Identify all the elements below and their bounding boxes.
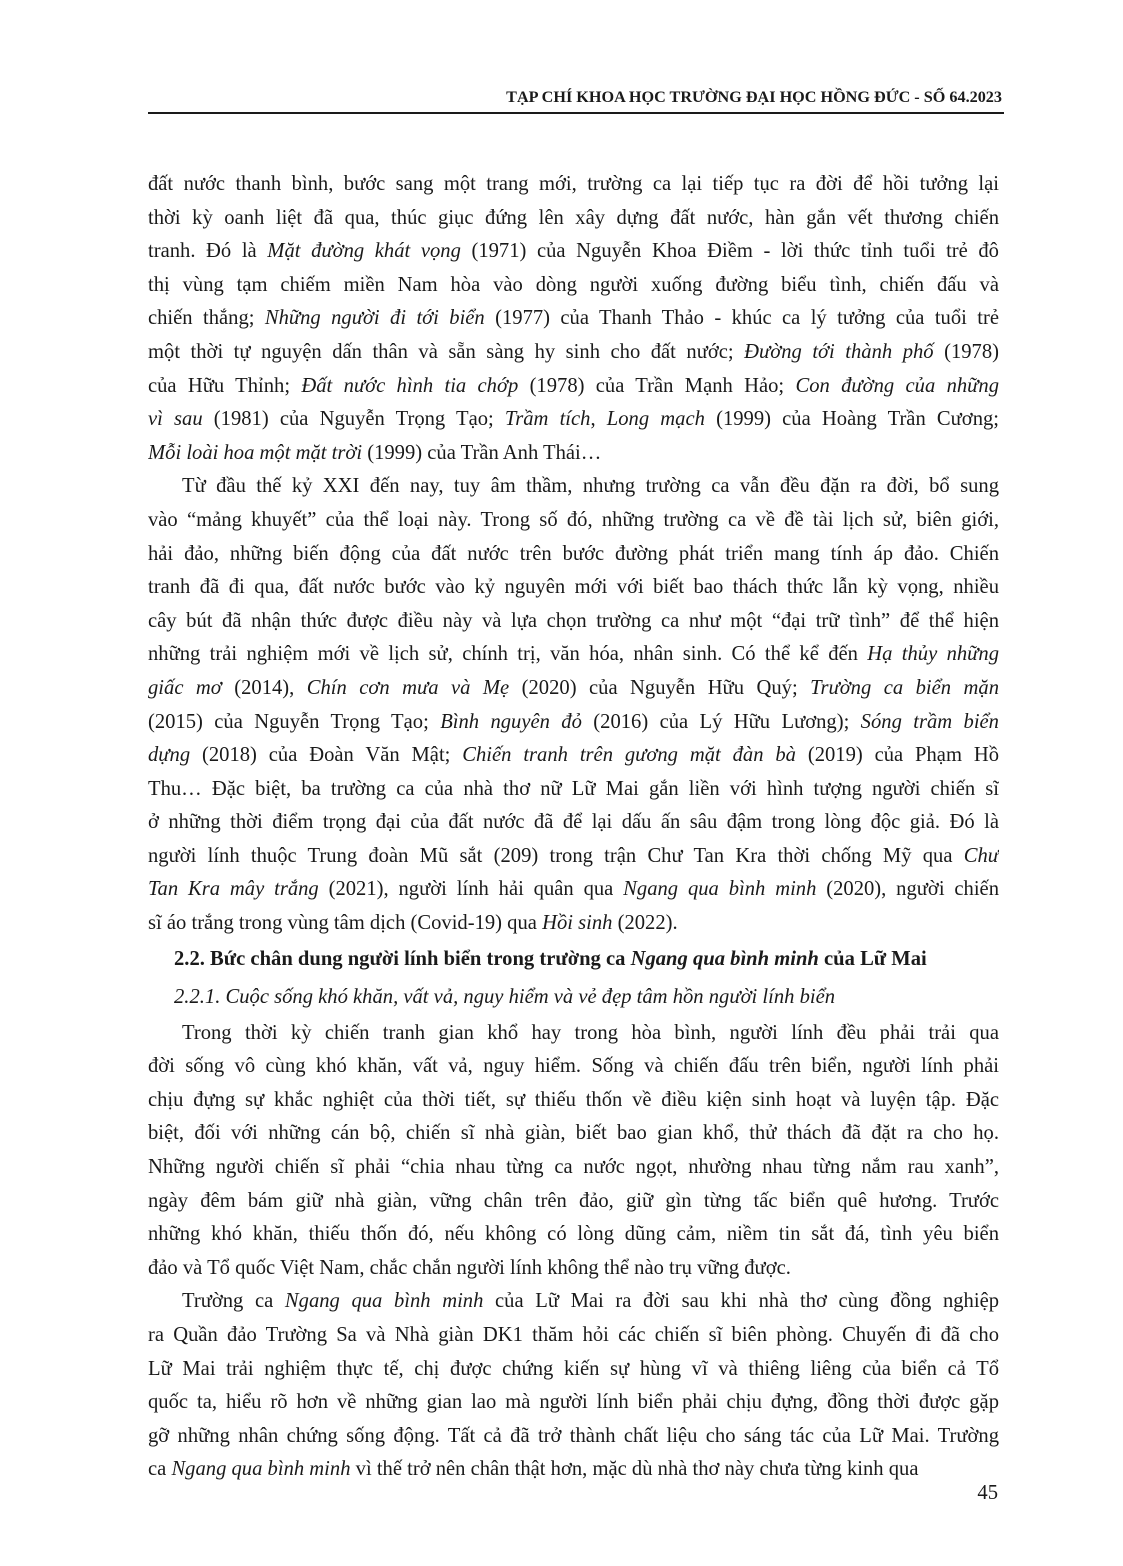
text-line xyxy=(148,202,999,236)
text-run: (1999) của Hoàng Trần Cương; xyxy=(704,408,999,431)
text-run: một thời tự nguyện dấn thân và sẵn sàng hy sinh cho đất nước; xyxy=(148,340,745,363)
text-line xyxy=(148,269,999,303)
italic-work-title: Mỗi loài hoa một mặt trời xyxy=(148,441,363,464)
paragraph xyxy=(148,470,999,940)
text-run: biệt, đối với những cán bộ, chiến sĩ nhà giàn, biết bao gian khổ, thử thách đã đặt ra cho họ. xyxy=(148,1122,999,1145)
text-line xyxy=(148,437,999,471)
text-run: ở những thời điểm trọng đại của đất nước đã để lại dấu ấn sâu đậm trong lòng độc giả. Đó là xyxy=(148,811,999,834)
italic-work-title: Tan Kra mây trắng xyxy=(148,878,319,901)
text-run: tranh đã đi qua, đất nước bước vào kỷ nguyên mới với biết bao thách thức lẫn kỳ vọng, nhiều xyxy=(148,576,999,599)
paragraph xyxy=(148,168,999,470)
text-run: quốc ta, hiểu rõ hơn về những gian lao mà người lính biển phải chịu đựng, đồng thời được gặp xyxy=(148,1391,999,1414)
text-line xyxy=(148,1353,999,1387)
italic-work-title: Trường ca biển mặn xyxy=(810,676,999,699)
page-number: 45 xyxy=(977,1482,998,1504)
paragraph-group-before-heading xyxy=(148,168,999,941)
text-line xyxy=(148,571,999,605)
text-run: (2015) của Nguyễn Trọng Tạo; xyxy=(148,710,441,733)
text-run: chiến thắng; xyxy=(148,307,265,330)
text-run: đời sống vô cùng khó khăn, vất vả, nguy hiểm. Sống và chiến đấu trên biển, người lính phải xyxy=(148,1055,999,1078)
italic-work-title: Đất nước hình tia chớp xyxy=(301,374,519,397)
text-run: (1971) của Nguyễn Khoa Điềm - lời thức tỉnh tuổi trẻ đô xyxy=(460,240,999,263)
text-line xyxy=(148,538,999,572)
paragraph-group-after-heading xyxy=(148,1017,999,1487)
paragraph xyxy=(148,1285,999,1487)
text-line xyxy=(148,168,999,202)
text-line xyxy=(148,1017,999,1051)
text-line xyxy=(148,1252,999,1286)
paragraph xyxy=(148,1017,999,1286)
text-run: của Lữ Mai ra đời sau khi nhà thơ cùng đồng nghiệp xyxy=(483,1290,999,1313)
text-run: (1999) của Trần Anh Thái… xyxy=(362,441,602,464)
text-run: (1981) của Nguyễn Trọng Tạo; xyxy=(202,408,505,431)
italic-work-title: Ngang qua bình minh xyxy=(623,878,817,901)
italic-work-title: Mặt đường khát vọng xyxy=(267,240,461,263)
subsection-heading: 2.2.1. Cuộc sống khó khăn, vất vả, nguy hiểm và vẻ đẹp tâm hồn người lính biển xyxy=(174,985,836,1008)
text-run: (2020) của Nguyễn Hữu Quý; xyxy=(509,676,811,699)
text-line xyxy=(148,336,999,370)
article-body xyxy=(148,168,999,1487)
text-run: đảo và Tổ quốc Việt Nam, chắc chắn người lính không thể nào trụ vững được. xyxy=(148,1256,791,1279)
section-title-part-1: Bức chân dung người lính biển trong trường ca xyxy=(204,947,631,970)
text-run: (2020), người chiến xyxy=(816,878,999,901)
text-run: của Hữu Thỉnh; xyxy=(148,374,302,397)
text-line xyxy=(148,1050,999,1084)
text-run: vào “mảng khuyết” của thể loại này. Trong số đó, những trường ca về đề tài lịch sử, biên giới, xyxy=(148,508,999,531)
running-header xyxy=(148,86,1004,114)
text-run: tranh. Đó là xyxy=(148,240,268,263)
text-line xyxy=(148,403,999,437)
italic-work-title: Đường tới thành phố xyxy=(744,340,934,363)
italic-work-title: Sóng trầm biển xyxy=(860,710,999,733)
text-run: Từ đầu thế kỷ XXI đến nay, tuy âm thầm, nhưng trường ca vẫn đều đặn ra đời, bổ sung xyxy=(182,475,999,498)
italic-work-title: Long mạch xyxy=(606,408,705,431)
text-run: , xyxy=(590,408,607,431)
text-run: (1978) của Trần Mạnh Hảo; xyxy=(518,374,796,397)
italic-work-title: Bình nguyên đỏ xyxy=(440,710,582,733)
italic-work-title: Hồi sinh xyxy=(542,912,613,935)
text-line xyxy=(148,1151,999,1185)
text-run: hải đảo, những biến động của đất nước trên bước đường phát triển mang tính áp đảo. Chiến xyxy=(148,542,999,565)
text-line xyxy=(148,1185,999,1219)
text-line xyxy=(148,638,999,672)
italic-work-title: Hạ thủy những xyxy=(867,643,999,666)
text-run: những trải nghiệm mới về lịch sử, chính trị, văn hóa, nhân sinh. Có thể kể đến xyxy=(148,643,868,666)
text-run: vì thế trở nên chân thật hơn, mặc dù nhà thơ này chưa từng kinh qua xyxy=(350,1458,919,1481)
text-line xyxy=(148,873,999,907)
text-run: ngày đêm bám giữ nhà giàn, vững chân trên đảo, giữ gìn từng tấc biển quê hương. Trước xyxy=(148,1189,999,1212)
italic-work-title: dựng xyxy=(148,744,191,767)
italic-work-title: Trầm tích xyxy=(504,408,591,431)
text-run: gỡ những nhân chứng sống động. Tất cả đã trở thành chất liệu cho sáng tác của Lữ Mai. Trường xyxy=(148,1424,999,1447)
text-line xyxy=(148,907,999,941)
text-line xyxy=(148,1084,999,1118)
text-line xyxy=(148,470,999,504)
text-run: (2018) của Đoàn Văn Mật; xyxy=(190,744,463,767)
text-run: sĩ áo trắng trong vùng tâm dịch (Covid-19) qua xyxy=(148,912,543,935)
text-line xyxy=(148,1453,999,1487)
text-line xyxy=(148,706,999,740)
text-line xyxy=(148,1319,999,1353)
text-line xyxy=(148,370,999,404)
text-run: (2021), người lính hải quân qua xyxy=(318,878,624,901)
text-run: cây bút đã nhận thức được điều này và lựa chọn trường ca như một “đại trữ tình” để thể hiện xyxy=(148,609,999,632)
text-line xyxy=(148,235,999,269)
text-run: ra Quần đảo Trường Sa và Nhà giàn DK1 thăm hỏi các chiến sĩ biên phòng. Chuyến đi đã cho xyxy=(148,1324,999,1346)
text-run: Lữ Mai trải nghiệm thực tế, chị được chứng kiến sự hùng vĩ và thiêng liêng của biển cả Tổ xyxy=(148,1357,999,1380)
text-run: (2019) của Phạm Hồ xyxy=(795,744,999,767)
text-run: người lính thuộc Trung đoàn Mũ sắt (209) trong trận Chư Tan Kra thời chống Mỹ qua xyxy=(148,844,964,867)
text-run: (2014), xyxy=(221,676,307,699)
text-run: Thu… Đặc biệt, ba trường ca của nhà thơ nữ Lữ Mai gắn liền với hình tượng người chiến sĩ xyxy=(148,777,999,800)
text-run: ca xyxy=(148,1458,172,1481)
text-run: (2022). xyxy=(612,912,678,935)
text-line xyxy=(148,1117,999,1151)
italic-work-title: Chiến tranh trên gương mặt đàn bà xyxy=(462,744,796,767)
text-run: (2016) của Lý Hữu Lương); xyxy=(581,710,861,733)
text-run: (1978) xyxy=(933,340,999,363)
italic-work-title: Con đường của những xyxy=(795,374,999,397)
text-run: thị vùng tạm chiếm miền Nam hòa vào dòng người xuống đường biểu tình, chiến đấu và xyxy=(148,273,999,296)
italic-work-title: giấc mơ xyxy=(148,676,222,699)
italic-work-title: Ngang qua bình minh xyxy=(171,1458,351,1481)
italic-work-title: vì sau xyxy=(148,408,203,431)
text-run: đất nước thanh bình, bước sang một trang mới, trường ca lại tiếp tục ra đời để hồi tưởng lại xyxy=(148,173,999,195)
text-run: những khó khăn, thiếu thốn đó, nếu không có lòng dũng cảm, niềm tin sắt đá, tình yêu biển xyxy=(148,1223,999,1246)
text-line xyxy=(148,605,999,639)
text-run: (1977) của Thanh Thảo - khúc ca lý tưởng của tuổi trẻ xyxy=(484,307,999,330)
text-line xyxy=(148,1285,999,1319)
text-line xyxy=(148,302,999,336)
italic-work-title: Những người đi tới biển xyxy=(264,307,485,330)
text-line xyxy=(148,1218,999,1252)
italic-work-title: Ngang qua bình minh xyxy=(284,1290,484,1313)
text-line xyxy=(148,806,999,840)
section-heading xyxy=(148,941,999,977)
text-line xyxy=(148,840,999,874)
text-run: thời kỳ oanh liệt đã qua, thúc giục đứng lên xây dựng đất nước, hàn gắn vết thương chiến xyxy=(148,206,999,229)
italic-work-title: Chư xyxy=(963,844,999,867)
text-run: Những người chiến sĩ phải “chia nhau từng ca nước ngọt, nhường nhau từng nắm rau xanh”, xyxy=(148,1156,999,1179)
journal-title: TẠP CHÍ KHOA HỌC TRƯỜNG ĐẠI HỌC HỒNG ĐỨC - SỐ 64.2023 xyxy=(506,88,1002,106)
text-line xyxy=(148,1420,999,1454)
text-run: chịu đựng sự khắc nghiệt của thời tiết, sự thiếu thốn về điều kiện sinh hoạt và luyện tập. Đặc xyxy=(148,1088,999,1111)
text-run: Trong thời kỳ chiến tranh gian khổ hay trong hòa bình, người lính đều phải trải qua xyxy=(182,1021,999,1044)
text-run: Trường ca xyxy=(182,1290,285,1313)
text-line xyxy=(148,672,999,706)
text-line xyxy=(148,1386,999,1420)
text-line xyxy=(148,739,999,773)
section-title-part-2: của Lữ Mai xyxy=(818,947,927,970)
text-line xyxy=(148,504,999,538)
text-line xyxy=(148,773,999,807)
section-number: 2.2. xyxy=(174,947,205,970)
section-title-work-title: Ngang qua bình minh xyxy=(630,947,819,970)
italic-work-title: Chín cơn mưa và Mẹ xyxy=(306,676,510,699)
